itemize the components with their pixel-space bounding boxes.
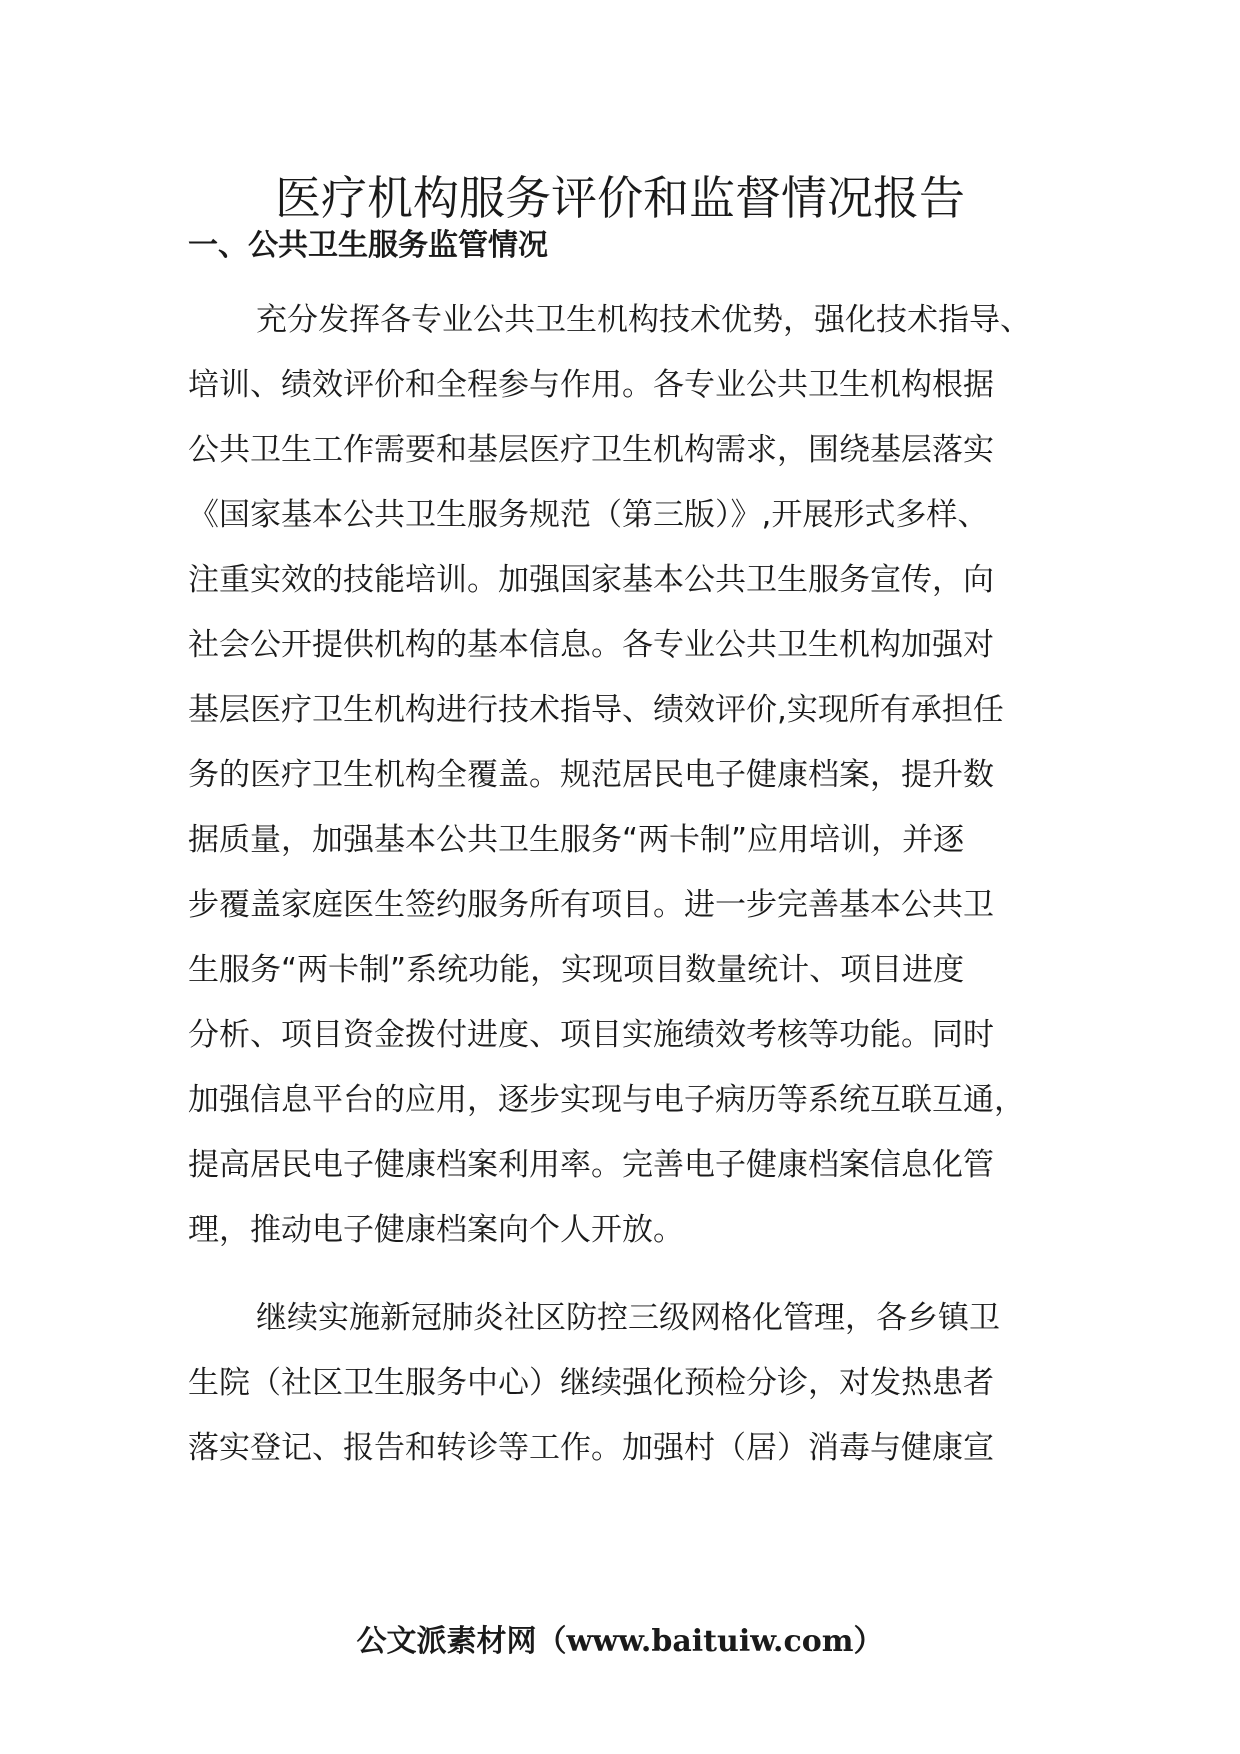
paragraph-line: 据质量，加强基本公共卫生服务“两卡制”应用培训，并逐 xyxy=(188,822,965,858)
paragraph-line: 分析、项目资金拨付进度、项目实施绩效考核等功能。同时 xyxy=(188,1017,994,1053)
paragraph-2 xyxy=(188,1286,1068,1481)
paragraph-line: 加强信息平台的应用，逐步实现与电子病历等系统互联互通， xyxy=(188,1082,1025,1118)
paragraph-line: 继续实施新冠肺炎社区防控三级网格化管理，各乡镇卫 xyxy=(256,1300,1000,1336)
section-heading: 一、公共卫生服务监管情况 xyxy=(188,228,548,263)
paragraph-line: 《国家基本公共卫生服务规范（第三版）》,开展形式多样、 xyxy=(188,497,989,533)
document-title: 医疗机构服务评价和监督情况报告 xyxy=(275,171,965,225)
paragraph-line: 生院（社区卫生服务中心）继续强化预检分诊，对发热患者 xyxy=(188,1365,994,1401)
paragraph-line: 基层医疗卫生机构进行技术指导、绩效评价,实现所有承担任 xyxy=(188,692,1004,728)
paragraph-line: 培训、绩效评价和全程参与作用。各专业公共卫生机构根据 xyxy=(188,367,994,403)
paragraph-line: 务的医疗卫生机构全覆盖。规范居民电子健康档案，提升数 xyxy=(188,757,994,793)
paragraph-line: 生服务“两卡制”系统功能，实现项目数量统计、项目进度 xyxy=(188,952,965,988)
paragraph-line: 社会公开提供机构的基本信息。各专业公共卫生机构加强对 xyxy=(188,627,994,663)
paragraph-line: 公共卫生工作需要和基层医疗卫生机构需求，围绕基层落实 xyxy=(188,432,994,468)
paragraph-line: 步覆盖家庭医生签约服务所有项目。进一步完善基本公共卫 xyxy=(188,887,994,923)
paragraph-line: 提高居民电子健康档案利用率。完善电子健康档案信息化管 xyxy=(188,1147,994,1183)
paragraph-line: 理，推动电子健康档案向个人开放。 xyxy=(188,1212,684,1248)
paragraph-line: 落实登记、报告和转诊等工作。加强村（居）消毒与健康宣 xyxy=(188,1430,994,1466)
paragraph-line: 注重实效的技能培训。加强国家基本公共卫生服务宣传，向 xyxy=(188,562,994,598)
footer-watermark-text: 公文派素材网（www.baituiw.com） xyxy=(356,1624,884,1659)
paragraph-line: 充分发挥各专业公共卫生机构技术优势，强化技术指导、 xyxy=(256,302,1031,338)
paragraph-1 xyxy=(188,288,1068,1263)
